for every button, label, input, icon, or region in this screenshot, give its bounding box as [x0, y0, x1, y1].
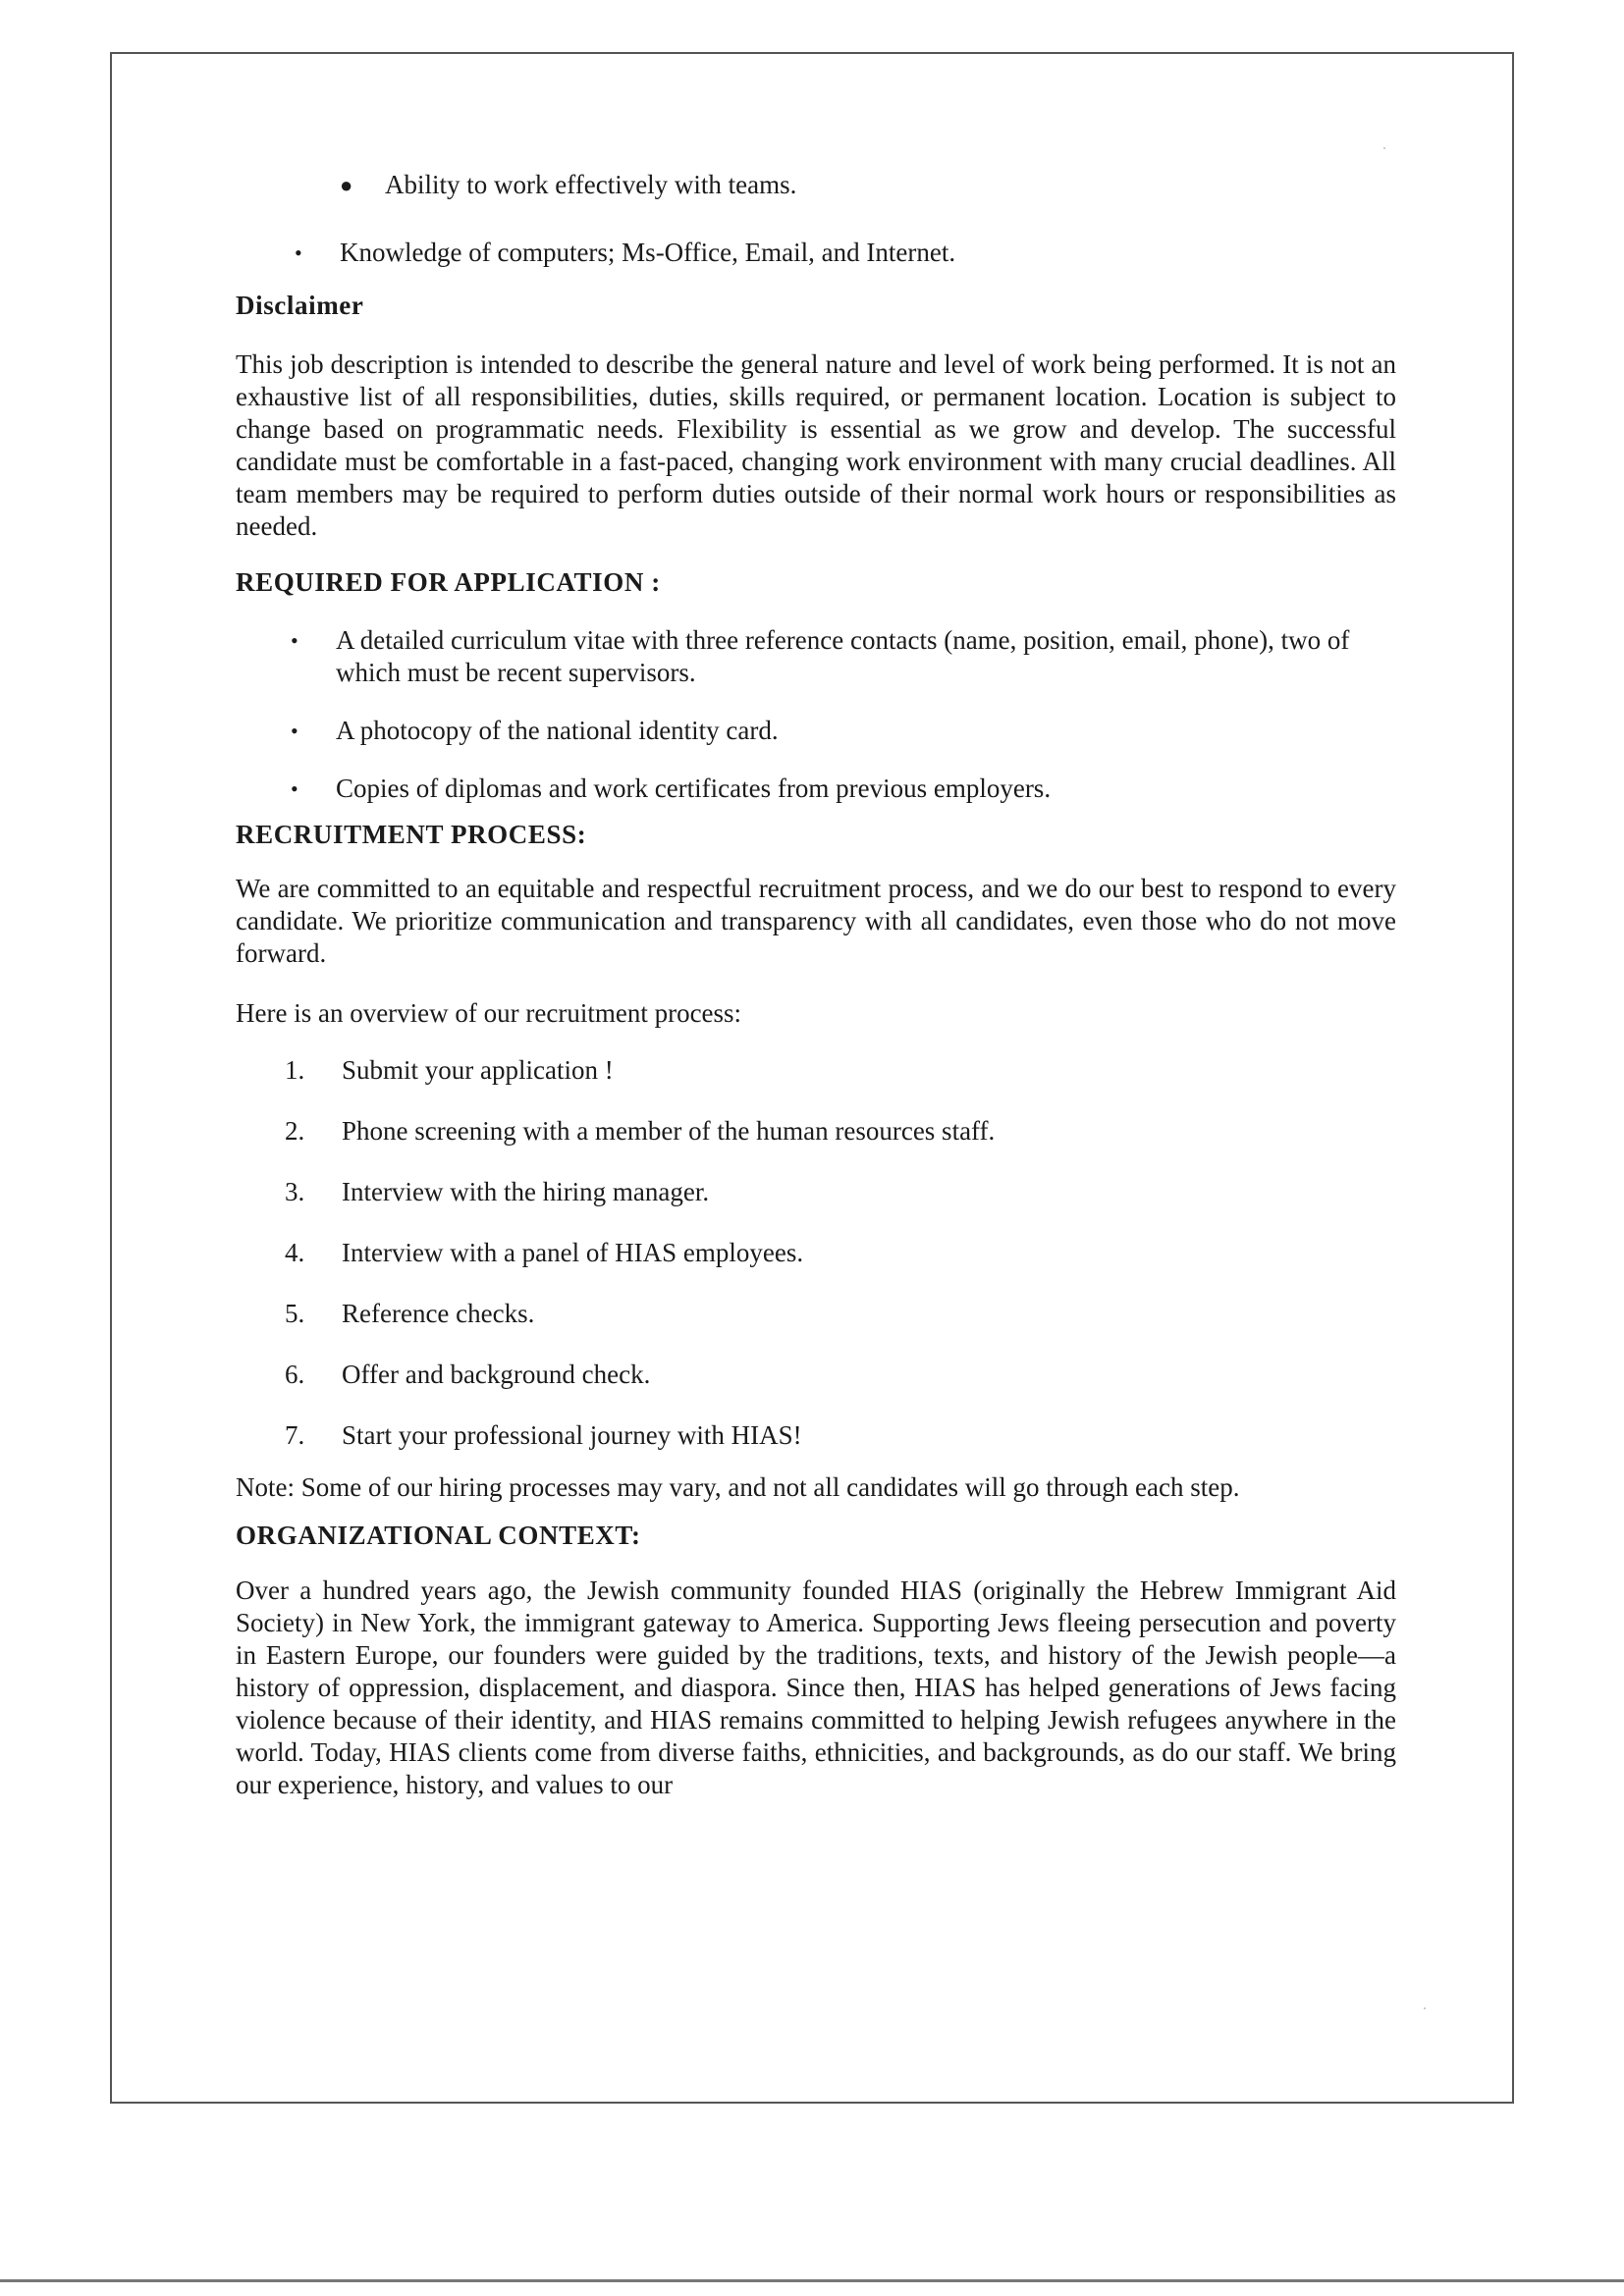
scan-edge-line — [0, 2279, 1624, 2282]
step-text: Interview with the hiring manager. — [342, 1177, 710, 1206]
bullet-icon: • — [291, 776, 298, 801]
step-text: Reference checks. — [342, 1299, 535, 1328]
step-text: Interview with a panel of HIAS employees. — [342, 1238, 804, 1267]
context-heading: ORGANIZATIONAL CONTEXT: — [236, 1521, 641, 1550]
list-item-text: A photocopy of the national identity card. — [336, 716, 779, 745]
recruitment-intro: We are committed to an equitable and respectful recruitment process, and we do our best to respond to every candidate. We prioritize communication and transparency with all candidates, even those who do not move forward. — [236, 874, 1396, 968]
step-text: Offer and background check. — [342, 1360, 651, 1389]
step-number: 1. — [285, 1055, 305, 1085]
list-item — [291, 715, 1396, 747]
list-item — [236, 1359, 1396, 1391]
step-number: 5. — [285, 1299, 305, 1328]
step-number: 7. — [285, 1420, 305, 1450]
scan-speck — [1383, 147, 1385, 149]
disclaimer-heading: Disclaimer — [236, 291, 364, 320]
step-text: Submit your application ! — [342, 1055, 614, 1085]
recruitment-heading: RECRUITMENT PROCESS: — [236, 820, 587, 849]
list-item-text: A detailed curriculum vitae with three reference contacts (name, position, email, phone), two of which must be recent supervisors. — [336, 625, 1350, 687]
recruitment-overview: Here is an overview of our recruitment process: — [236, 998, 742, 1028]
bullet-icon: ● — [340, 173, 353, 197]
list-item — [236, 1176, 1396, 1208]
bullet-icon: • — [291, 719, 298, 743]
list-item — [236, 1298, 1396, 1330]
list-item — [295, 237, 1396, 269]
bullet-icon: • — [291, 628, 298, 653]
step-text: Phone screening with a member of the human resources staff. — [342, 1116, 996, 1146]
list-item-text: Ability to work effectively with teams. — [385, 170, 797, 199]
document-body — [236, 169, 1396, 1801]
scan-speck — [1424, 2007, 1426, 2009]
step-text: Start your professional journey with HIAS! — [342, 1420, 802, 1450]
list-item — [291, 624, 1396, 689]
list-item — [236, 1419, 1396, 1452]
step-number: 4. — [285, 1238, 305, 1267]
required-heading: REQUIRED FOR APPLICATION : — [236, 567, 661, 597]
list-item-text: Copies of diplomas and work certificates from previous employers. — [336, 774, 1052, 803]
step-number: 3. — [285, 1177, 305, 1206]
step-number: 6. — [285, 1360, 305, 1389]
step-number: 2. — [285, 1116, 305, 1146]
context-body: Over a hundred years ago, the Jewish community founded HIAS (originally the Hebrew Immigrant Aid Society) in New York, the immigrant gateway to America. Supporting Jews fleeing persecution and poverty in Eastern Europe, our founders were guided by the traditions, texts, and history of the Jewish people—a history of oppression, displacement, and diaspora. Since then, HIAS has helped generations of Jews facing violence because of their identity, and HIAS remains committed to helping Jewish refugees anywhere in the world. Today, HIAS clients come from diverse faiths, ethnicities, and backgrounds, as do our staff. We bring our experience, history, and values to our — [236, 1575, 1396, 1799]
list-item — [236, 1054, 1396, 1087]
list-item — [291, 773, 1396, 805]
list-item — [340, 169, 1396, 201]
disclaimer-body: This job description is intended to describe the general nature and level of work being performed. It is not an exhaustive list of all responsibilities, duties, skills required, or permanent location. Location is subject to change based on programmatic needs. Flexibility is essential as we grow and develop. The successful candidate must be comfortable in a fast-paced, changing work environment with many crucial deadlines. All team members may be required to perform duties outside of their normal work hours or responsibilities as needed. — [236, 349, 1396, 541]
bullet-icon: • — [295, 240, 302, 265]
list-item — [236, 1237, 1396, 1269]
list-item-text: Knowledge of computers; Ms-Office, Email, and Internet. — [340, 238, 956, 267]
recruitment-note: Note: Some of our hiring processes may vary, and not all candidates will go through each step. — [236, 1472, 1240, 1502]
list-item — [236, 1115, 1396, 1148]
